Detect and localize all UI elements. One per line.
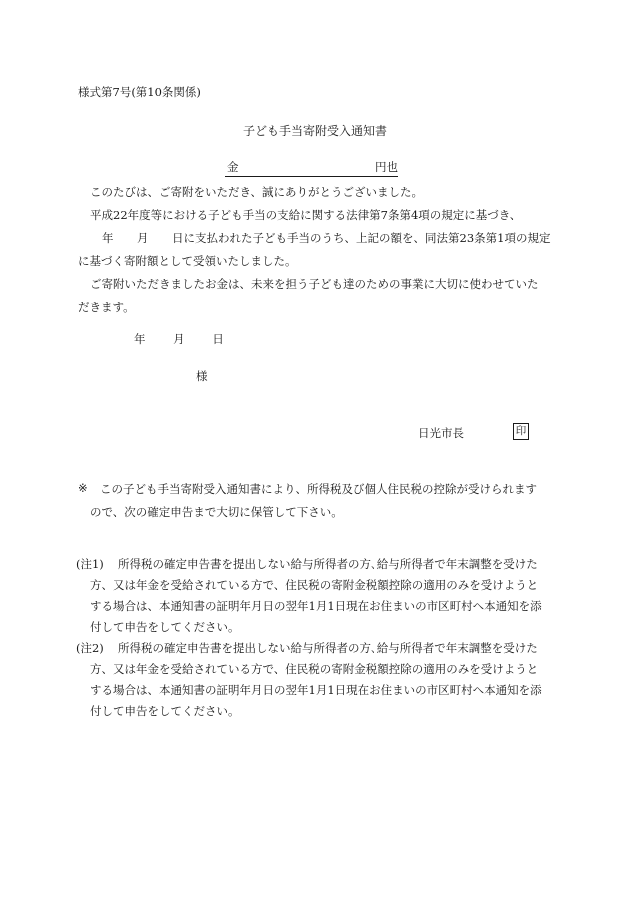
notice-mark: ※ — [78, 481, 88, 495]
note-1-line-1: 所得税の確定申告書を提出しない給与所得者の方､給与所得者で年末調整を受けた — [118, 557, 538, 571]
note-1-line-3: する場合は、本通知書の証明年月日の翌年1月1日現在お住まいの市区町村へ本通知を添 — [90, 599, 542, 613]
page-title: 子ども手当寄附受入通知書 — [242, 124, 387, 138]
form-number: 様式第7号(第10条関係) — [78, 85, 201, 99]
payment-day-text: 日に支払われた子ども手当のうち、上記の額を、同法第23条第1項の規定 — [172, 231, 551, 245]
payment-month-label: 月 — [137, 231, 149, 245]
body-line-5: ご寄附いただきましたお金は、未来を担う子ども達のための事業に大切に使わせていた — [90, 277, 539, 291]
note-1-line-2: 方、又は年金を受給されている方で、住民税の寄附金税額控除の適用のみを受けようと — [90, 578, 539, 592]
issue-month-label: 月 — [173, 332, 185, 346]
body-line-1: このたびは、ご寄附をいただき、誠にありがとうございました。 — [90, 185, 424, 199]
note-2-line-2: 方、又は年金を受給されている方で、住民税の寄附金税額控除の適用のみを受けようと — [90, 662, 539, 676]
payment-year-label: 年 — [102, 231, 114, 245]
note-2-line-4: 付して申告をしてください。 — [90, 704, 240, 718]
note-1-label: (注1) — [76, 557, 104, 571]
body-line-6: だきます。 — [78, 300, 135, 314]
issue-year-label: 年 — [134, 332, 146, 346]
note-2-label: (注2) — [76, 641, 104, 655]
issuer-name: 日光市長 — [418, 426, 464, 440]
issue-day-label: 日 — [212, 332, 224, 346]
notice-line-2: ので、次の確定申告まで大切に保管して下さい。 — [90, 505, 343, 519]
amount-suffix: 円也 — [375, 160, 398, 174]
recipient-honorific: 様 — [196, 369, 208, 383]
amount-prefix: 金 — [227, 160, 239, 174]
amount-row — [225, 159, 398, 177]
note-2-line-1: 所得税の確定申告書を提出しない給与所得者の方､給与所得者で年末調整を受けた — [118, 641, 538, 655]
body-line-4: に基づく寄附額として受領いたしました。 — [78, 254, 297, 268]
note-2-line-3: する場合は、本通知書の証明年月日の翌年1月1日現在お住まいの市区町村へ本通知を添 — [90, 683, 542, 697]
seal-box: 印 — [513, 423, 529, 440]
issue-date — [134, 331, 224, 347]
notice-line-1: この子ども手当寄附受入通知書により、所得税及び個人住民税の控除が受けられます — [100, 482, 537, 496]
body-line-2: 平成22年度等における子ども手当の支給に関する法律第7条第4項の規定に基づき、 — [90, 208, 522, 222]
note-1-line-4: 付して申告をしてください。 — [90, 620, 240, 634]
